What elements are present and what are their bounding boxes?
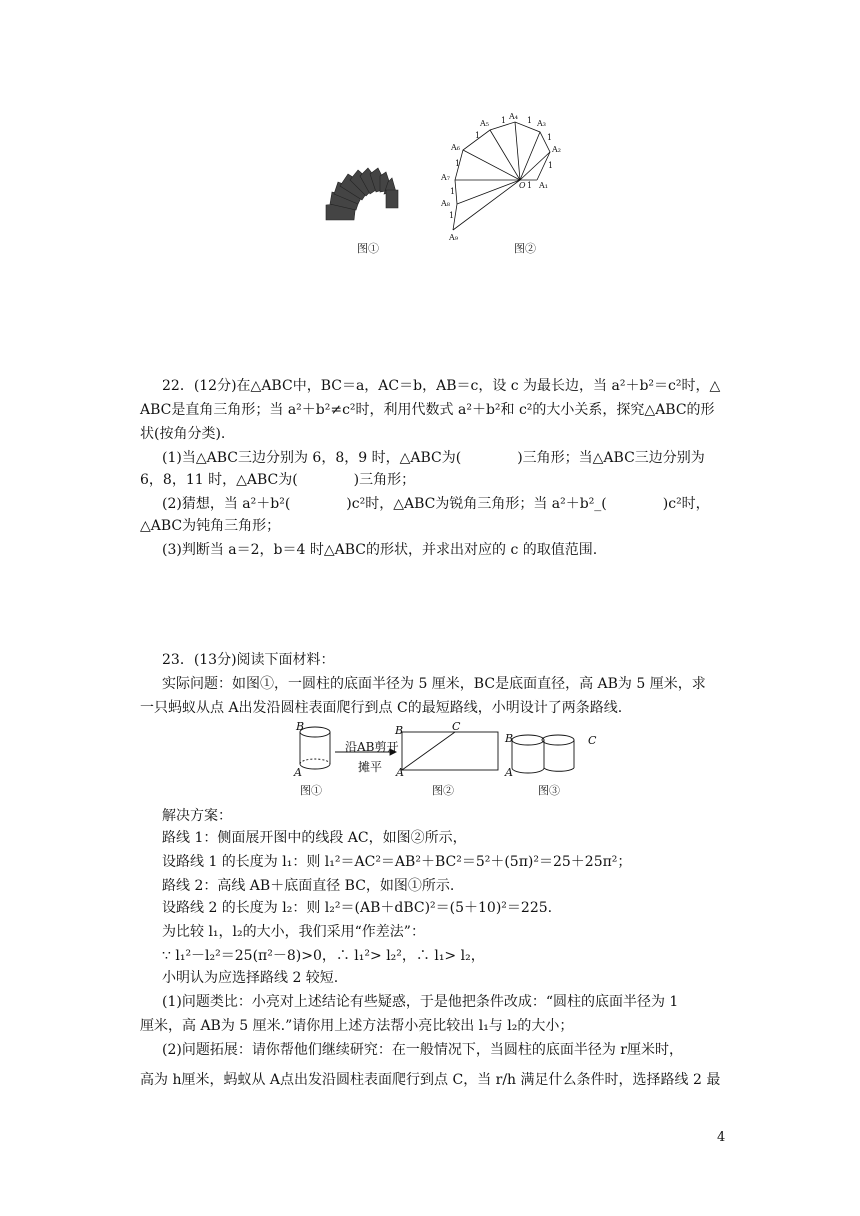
figure-2-spiral bbox=[435, 110, 575, 240]
svg-text:1: 1 bbox=[501, 116, 507, 125]
q22-line-6: (2)猜想，当 a²＋b²( )c²时，△ABC为锐角三角形；当 a²＋b²_( )c²时， bbox=[162, 496, 710, 512]
fig2-label-B: B bbox=[395, 724, 404, 737]
q23-sol-9: (1)问题类比：小亮对上述结论有些疑惑，于是他把条件改成：“圆柱的底面半径为 1 bbox=[162, 994, 679, 1010]
fig1-label-B: B bbox=[296, 720, 305, 733]
q23-sol-10: 厘米，高 AB为 5 厘米.”请你用上述方法帮小亮比较出 l₁与 l₂的大小； bbox=[140, 1018, 574, 1034]
q23-line-3: 一只蚂蚁从点 A出发沿圆柱表面爬行到点 C的最短路线，小明设计了两条路线. bbox=[140, 700, 623, 716]
svg-text:A₄: A₄ bbox=[509, 112, 518, 121]
fig1-label-A: A bbox=[294, 766, 302, 779]
svg-text:1: 1 bbox=[527, 181, 533, 190]
svg-text:A₁: A₁ bbox=[539, 181, 548, 190]
q22-line-2: ABC是直角三角形；当 a²＋b²≠c²时，利用代数式 a²＋b²和 c²的大小关系，探究△ABC的形 bbox=[140, 402, 715, 418]
svg-text:1: 1 bbox=[455, 159, 461, 168]
figure-1 bbox=[320, 160, 410, 230]
q23-sol-7: ∵ l₁²－l₂²＝25(π²－8)>0，∴ l₁²> l₂²，∴ l₁> l₂， bbox=[162, 948, 485, 964]
cut-text: 沿AB剪开 bbox=[345, 740, 399, 754]
fig3-label-A: A bbox=[505, 766, 513, 779]
fig-cap-1: 图① bbox=[300, 784, 322, 797]
svg-text:1: 1 bbox=[547, 133, 553, 142]
fig2-label-C: C bbox=[452, 720, 461, 733]
fig3-label-C: C bbox=[588, 734, 597, 747]
page-number: 4 bbox=[717, 1130, 726, 1145]
q22-line-3: 状(按角分类). bbox=[140, 426, 226, 442]
fig-cap-2: 图② bbox=[432, 784, 454, 797]
svg-text:1: 1 bbox=[475, 131, 481, 140]
svg-text:1: 1 bbox=[527, 116, 533, 125]
q23-sol-4: 路线 2：高线 AB＋底面直径 BC，如图①所示. bbox=[162, 878, 455, 894]
fig3-label-B: B bbox=[505, 732, 514, 745]
fig-cap-3: 图③ bbox=[538, 784, 560, 797]
svg-text:A₃: A₃ bbox=[537, 119, 546, 128]
fig2-label-A: A bbox=[396, 766, 404, 779]
svg-text:A₇: A₇ bbox=[441, 173, 450, 182]
q23-sol-5: 设路线 2 的长度为 l₂：则 l₂²＝(AB＋dBC)²＝(5＋10)²＝225. bbox=[162, 900, 553, 916]
svg-text:A₈: A₈ bbox=[441, 199, 450, 208]
q23-sol-3: 设路线 1 的长度为 l₁：则 l₁²＝AC²＝AB²＋BC²＝5²＋(5π)²＝25＋25π²； bbox=[162, 854, 632, 870]
q22-line-4: (1)当△ABC三边分别为 6，8，9 时，△ABC为( )三角形；当△ABC三边分别为 bbox=[162, 450, 705, 466]
svg-text:A₉: A₉ bbox=[449, 233, 458, 240]
svg-text:1: 1 bbox=[548, 161, 554, 170]
flat-text: 摊平 bbox=[358, 760, 383, 774]
q22-line-1: 22．(12分)在△ABC中，BC＝a，AC＝b，AB＝c，设 c 为最长边，当 a²＋b²＝c²时，△ bbox=[162, 378, 721, 394]
svg-text:1: 1 bbox=[449, 211, 455, 220]
svg-text:A₂: A₂ bbox=[552, 145, 561, 154]
svg-text:1: 1 bbox=[450, 187, 456, 196]
q22-line-8: (3)判断当 a＝2，b＝4 时△ABC的形状，并求出对应的 c 的取值范围. bbox=[162, 542, 598, 558]
q23-line-1: 23．(13分)阅读下面材料： bbox=[162, 652, 335, 668]
svg-text:A₅: A₅ bbox=[480, 119, 489, 128]
figure-1-caption: 图① bbox=[357, 242, 379, 255]
q23-sol-12: 高为 h厘米，蚂蚁从 A点出发沿圆柱表面爬行到点 C，当 r/h 满足什么条件时，选择路线 2 最 bbox=[140, 1072, 721, 1088]
svg-text:O: O bbox=[519, 181, 526, 190]
q22-line-5: 6，8，11 时，△ABC为( )三角形； bbox=[140, 472, 416, 488]
q23-sol-11: (2)问题拓展：请你帮他们继续研究：在一般情况下，当圆柱的底面半径为 r厘米时， bbox=[162, 1042, 683, 1058]
figure-2-caption: 图② bbox=[514, 242, 536, 255]
q23-sol-6: 为比较 l₁，l₂的大小，我们采用“作差法”： bbox=[162, 924, 425, 940]
q23-sol-1: 解决方案： bbox=[162, 808, 232, 824]
q23-sol-2: 路线 1：侧面展开图中的线段 AC，如图②所示， bbox=[162, 830, 467, 846]
svg-text:A₆: A₆ bbox=[451, 143, 460, 152]
q22-line-7: △ABC为钝角三角形； bbox=[140, 518, 281, 534]
q23-sol-8: 小明认为应选择路线 2 较短. bbox=[162, 970, 339, 986]
q23-line-2: 实际问题：如图①，一圆柱的底面半径为 5 厘米，BC是底面直径，高 AB为 5 厘米，求 bbox=[162, 676, 706, 692]
